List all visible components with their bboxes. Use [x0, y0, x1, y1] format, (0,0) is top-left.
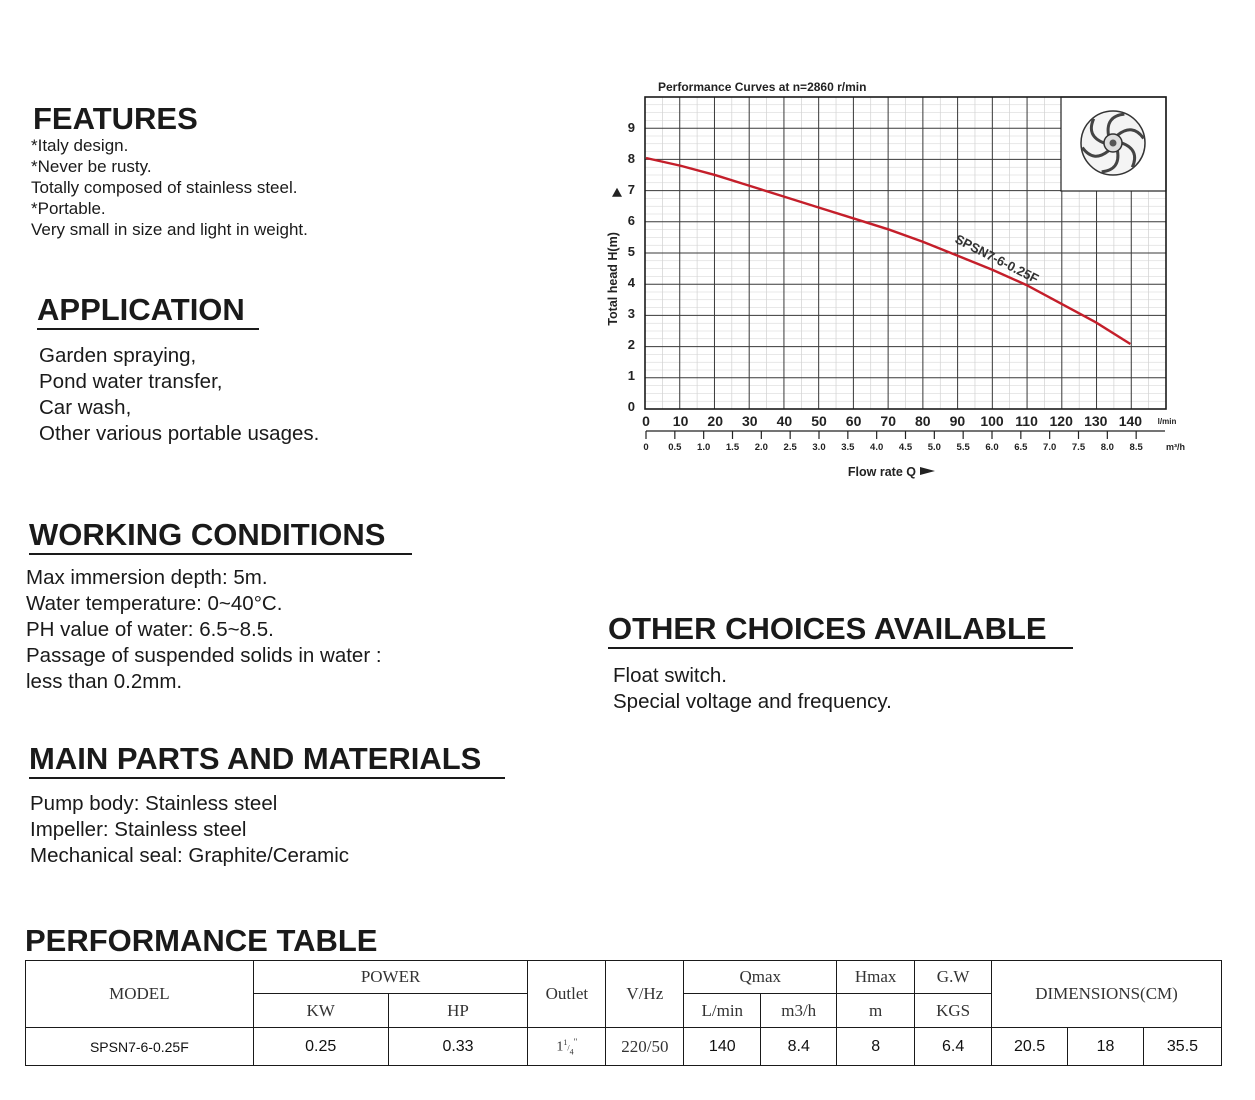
cell-dim2: 18	[1068, 1028, 1144, 1066]
condition-line: PH value of water: 6.5~8.5.	[26, 617, 274, 641]
header-qmax: Qmax	[684, 961, 837, 994]
feature-line: *Never be rusty.	[31, 156, 152, 176]
header-kw: KW	[253, 994, 388, 1028]
outlet-unit: "	[573, 1036, 578, 1047]
x-tick-label: 120	[1049, 413, 1073, 429]
condition-line: less than 0.2mm.	[26, 669, 183, 693]
application-heading: APPLICATION	[37, 292, 259, 330]
feature-line: Totally composed of stainless steel.	[31, 177, 298, 197]
x-axis-label: Flow rate Q	[847, 465, 916, 479]
cell-m3h: 8.4	[761, 1028, 837, 1066]
application-line: Other various portable usages.	[39, 421, 320, 445]
x2-tick-label: 7.0	[1043, 442, 1057, 453]
x-unit-label: l/min	[1157, 417, 1177, 426]
x2-tick-label: 6.5	[1014, 442, 1028, 453]
x2-tick-label: 2.5	[783, 442, 797, 453]
performance-curve-chart	[595, 75, 1195, 485]
features-section	[33, 101, 308, 240]
series-label: SPSN7-6-0.25F	[952, 231, 1042, 287]
header-model: MODEL	[26, 961, 254, 1028]
y-tick-label: 7	[627, 182, 635, 197]
y-tick-label: 0	[627, 399, 635, 414]
x-tick-label: 30	[742, 413, 758, 429]
main-parts-heading: MAIN PARTS AND MATERIALS	[29, 741, 505, 779]
x-tick-label: 100	[980, 413, 1004, 429]
x-tick-label: 90	[949, 413, 966, 429]
x2-tick-label: 4.5	[898, 442, 913, 453]
y-tick-label: 4	[627, 275, 635, 290]
working-conditions-heading: WORKING CONDITIONS	[29, 517, 412, 555]
performance-table-section	[25, 923, 377, 959]
performance-table-heading: PERFORMANCE TABLE	[25, 923, 378, 958]
cell-gw: 6.4	[915, 1028, 992, 1066]
header-kgs: KGS	[915, 994, 992, 1028]
feature-line: Very small in size and light in weight.	[31, 219, 308, 239]
condition-line: Water temperature: 0~40°C.	[26, 591, 283, 615]
cell-kw: 0.25	[253, 1028, 388, 1066]
outlet-whole: 1	[556, 1039, 564, 1055]
cell-hmax: 8	[837, 1028, 915, 1066]
x-tick-label: 0	[642, 413, 650, 429]
header-gw: G.W	[915, 961, 992, 994]
x-tick-label: 70	[880, 413, 896, 429]
x-tick-label: 40	[776, 413, 793, 429]
x2-tick-label: 6.0	[985, 442, 999, 453]
outlet-numerator: 1	[563, 1037, 568, 1047]
y-tick-label: 9	[627, 120, 635, 135]
header-vhz: V/Hz	[606, 961, 684, 1028]
y-axis-label: Total head H(m)	[606, 232, 620, 326]
x2-tick-label: 2.0	[754, 442, 768, 453]
x2-tick-label: 8.5	[1129, 442, 1143, 453]
part-line: Impeller: Stainless steel	[30, 817, 247, 841]
choice-line: Special voltage and frequency.	[613, 689, 892, 713]
cell-vhz: 220/50	[606, 1028, 684, 1066]
features-heading: FEATURES	[33, 101, 198, 136]
header-hmax: Hmax	[837, 961, 915, 994]
y-tick-label: 5	[627, 244, 635, 259]
x2-tick-label: 7.5	[1071, 442, 1086, 453]
x2-tick-label: 0.5	[668, 442, 682, 453]
y-axis-arrow	[612, 188, 622, 197]
x-tick-label: 110	[1015, 413, 1038, 429]
other-choices-section	[608, 611, 1073, 715]
x-tick-label: 140	[1118, 413, 1143, 429]
cell-outlet: $1^1/_4^"$	[528, 1028, 606, 1066]
x-tick-label: 50	[811, 413, 827, 429]
part-line: Pump body: Stainless steel	[30, 791, 278, 815]
part-line: Mechanical seal: Graphite/Ceramic	[30, 843, 350, 867]
y-tick-label: 2	[627, 337, 635, 352]
cell-dim1: 20.5	[992, 1028, 1068, 1066]
x2-tick-label: 5.0	[927, 442, 941, 453]
main-parts-section	[29, 741, 505, 869]
application-line: Pond water transfer,	[39, 369, 223, 393]
x2-tick-label: 1.0	[697, 442, 711, 453]
y-tick-label: 3	[627, 306, 635, 321]
feature-line: *Portable.	[31, 198, 106, 218]
performance-table	[25, 960, 1222, 1066]
application-line: Car wash,	[39, 395, 132, 419]
y-tick-label: 6	[627, 213, 635, 228]
x-axis-arrow	[920, 467, 935, 475]
x2-tick-label: 3.5	[841, 442, 855, 453]
condition-line: Passage of suspended solids in water :	[26, 643, 382, 667]
x-tick-label: 20	[707, 413, 723, 429]
x2-tick-label: 0	[643, 442, 649, 453]
x-tick-label: 10	[672, 413, 689, 429]
x-tick-label: 60	[845, 413, 862, 429]
feature-line: *Italy design.	[31, 135, 129, 155]
x-tick-label: 80	[915, 413, 931, 429]
outlet-denominator: 4	[569, 1047, 574, 1057]
table-header-row	[26, 961, 1222, 994]
impeller-icon	[1081, 111, 1145, 175]
application-line: Garden spraying,	[39, 343, 197, 367]
other-choices-heading: OTHER CHOICES AVAILABLE	[608, 611, 1073, 649]
application-section	[37, 292, 319, 447]
y-tick-label: 8	[627, 151, 635, 166]
x2-tick-label: 4.0	[870, 442, 884, 453]
header-dimensions: DIMENSIONS(CM)	[992, 961, 1222, 1028]
header-outlet: Outlet	[528, 961, 606, 1028]
header-power: POWER	[253, 961, 528, 994]
header-m3h: m3/h	[761, 994, 837, 1028]
choice-line: Float switch.	[613, 663, 727, 687]
table-row	[26, 1028, 1222, 1066]
cell-hp: 0.33	[388, 1028, 528, 1066]
working-conditions-section	[26, 517, 412, 695]
y-tick-label: 1	[627, 368, 635, 383]
cell-dim3: 35.5	[1143, 1028, 1221, 1066]
x2-tick-label: 8.0	[1100, 442, 1114, 453]
header-m: m	[837, 994, 915, 1028]
condition-line: Max immersion depth: 5m.	[26, 565, 268, 589]
x2-tick-label: 3.0	[812, 442, 826, 453]
x2-unit-label: m³/h	[1166, 442, 1185, 452]
x-tick-label: 130	[1084, 413, 1108, 429]
x2-tick-label: 1.5	[725, 442, 740, 453]
chart-title: Performance Curves at n=2860 r/min	[658, 80, 867, 94]
header-hp: HP	[388, 994, 528, 1028]
header-lmin: L/min	[684, 994, 761, 1028]
x2-tick-label: 5.5	[956, 442, 970, 453]
cell-model: SPSN7-6-0.25F	[26, 1028, 254, 1066]
cell-lmin: 140	[684, 1028, 761, 1066]
